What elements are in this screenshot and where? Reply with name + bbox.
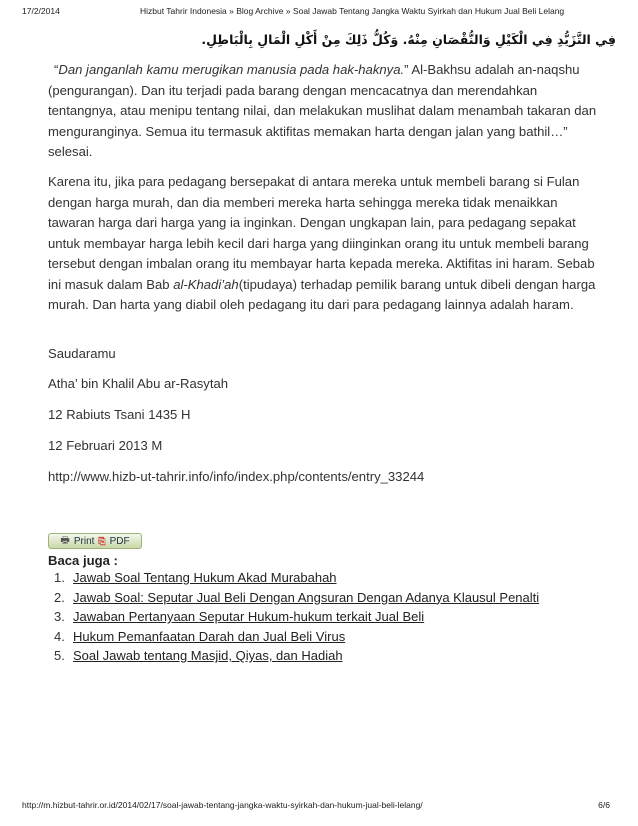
paragraph-line: tersebut dengan imbalan orang itu membayar harta kepada mereka. Aktifitas ini haram. Sebab xyxy=(48,256,595,271)
pdf-icon: ⎘ xyxy=(98,535,106,546)
paragraph-line: menguranginya. Semua itu termasuk aktifitas memakan harta dengan jalan yang bathil…” xyxy=(48,123,568,139)
list-item xyxy=(54,627,539,647)
related-heading: Baca juga : xyxy=(48,553,118,568)
paragraph-line: (tipudaya) terhadap pemilik barang untuk dibeli dengan harga xyxy=(238,276,596,292)
paragraph-line: ” Al-Bakhsu adalah an-naqshu xyxy=(404,62,580,77)
print-page-title: Hizbut Tahrir Indonesia » Blog Archive » Soal Jawab Tentang Jangka Waktu Syirkah dan Hukum Jual Beli Lelang xyxy=(140,6,565,16)
paragraph-line: tentangnya, atau menipu tentang nilai, dan melakukan muslihat dalam menambah takaran dan xyxy=(48,103,597,118)
signature-hijri-date: 12 Rabiuts Tsani 1435 H xyxy=(48,407,191,422)
print-header xyxy=(0,6,638,20)
source-url: http://www.hizb-ut-tahrir.info/info/index.php/contents/entry_33244 xyxy=(48,469,425,484)
list-number: 5. xyxy=(54,648,65,663)
print-pdf-button[interactable] xyxy=(48,533,142,549)
paragraph-line: untuk membayar harga lebih kecil dari harga yang diinginkan orang itu untuk membeli barang xyxy=(48,235,589,251)
list-item xyxy=(54,568,539,588)
related-link-1[interactable]: Jawab Soal Tentang Hukum Akad Murabahah xyxy=(73,570,337,585)
page-number: 6/6 xyxy=(598,800,610,810)
list-number: 1. xyxy=(54,570,65,585)
print-date: 17/2/2014 xyxy=(22,6,60,16)
list-item xyxy=(54,607,539,627)
pdf-label: PDF xyxy=(109,535,130,547)
related-link-2[interactable]: Jawab Soal: Seputar Jual Beli Dengan Angsuran Dengan Adanya Klausul Penalti xyxy=(73,589,540,605)
printer-icon: 🖶 xyxy=(60,534,70,546)
list-number: 4. xyxy=(54,628,65,644)
paragraph-line: (pengurangan). Dan itu terjadi pada barang dengan mencacatnya dan merendahkan xyxy=(48,82,538,98)
italic-term: al-Khadi’ah xyxy=(173,276,239,292)
paragraph-line: tawaran harga dari harga yang ia inginkan. Dengan ungkapan lain, para pedagang sepakat xyxy=(48,215,576,230)
quote-open-mark: “ xyxy=(54,62,59,77)
print-label: Print xyxy=(73,535,95,547)
paragraph-line: dengan harga murah, dan dia memberi mereka harta sehingga mereka tidak menaikkan xyxy=(48,194,558,210)
paragraph-line: selesai. xyxy=(48,144,93,159)
quote-italic: Dan janganlah kamu merugikan manusia pada hak-haknya. xyxy=(58,62,405,77)
signature-gregorian-date: 12 Februari 2013 M xyxy=(48,438,163,453)
paragraph-line: ini masuk dalam Bab xyxy=(48,276,174,292)
paragraph-quote xyxy=(48,60,598,163)
footer-url: http://m.hizbut-tahrir.or.id/2014/02/17/soal-jawab-tentang-jangka-waktu-syirkah-dan-hukum-jual-beli-lelang/ xyxy=(22,800,423,810)
list-item xyxy=(54,646,539,666)
paragraph-line: murah. Dan harta yang diabil oleh pedagang itu dari para pedagang lainnya adalah haram. xyxy=(48,297,574,312)
paragraph-line: Karena itu, jika para pedagang bersepakat di antara mereka untuk membeli barang si Fulan xyxy=(48,174,580,189)
related-link-3[interactable]: Jawaban Pertanyaan Seputar Hukum-hukum terkait Jual Beli xyxy=(73,609,425,624)
related-link-5[interactable]: Soal Jawab tentang Masjid, Qiyas, dan Hadiah xyxy=(73,648,343,663)
list-number: 2. xyxy=(54,589,65,605)
signature-greeting: Saudaramu xyxy=(48,346,116,361)
related-link-4[interactable]: Hukum Pemanfaatan Darah dan Jual Beli Virus xyxy=(73,628,346,644)
arabic-text: فِي التَّزَيُّدِ فِي الْكَيْلِ وَالنُّقْصَانِ مِنْهُ. وَكُلُّ ذَلِكَ مِنْ أَكْلِ الْمَالِ بِالْبَاطِلِ. xyxy=(201,32,616,47)
signature-name: Atha’ bin Khalil Abu ar-Rasytah xyxy=(48,376,229,391)
list-number: 3. xyxy=(54,609,65,624)
related-list xyxy=(54,568,539,666)
list-item xyxy=(54,588,539,608)
paragraph-explanation xyxy=(48,172,598,316)
